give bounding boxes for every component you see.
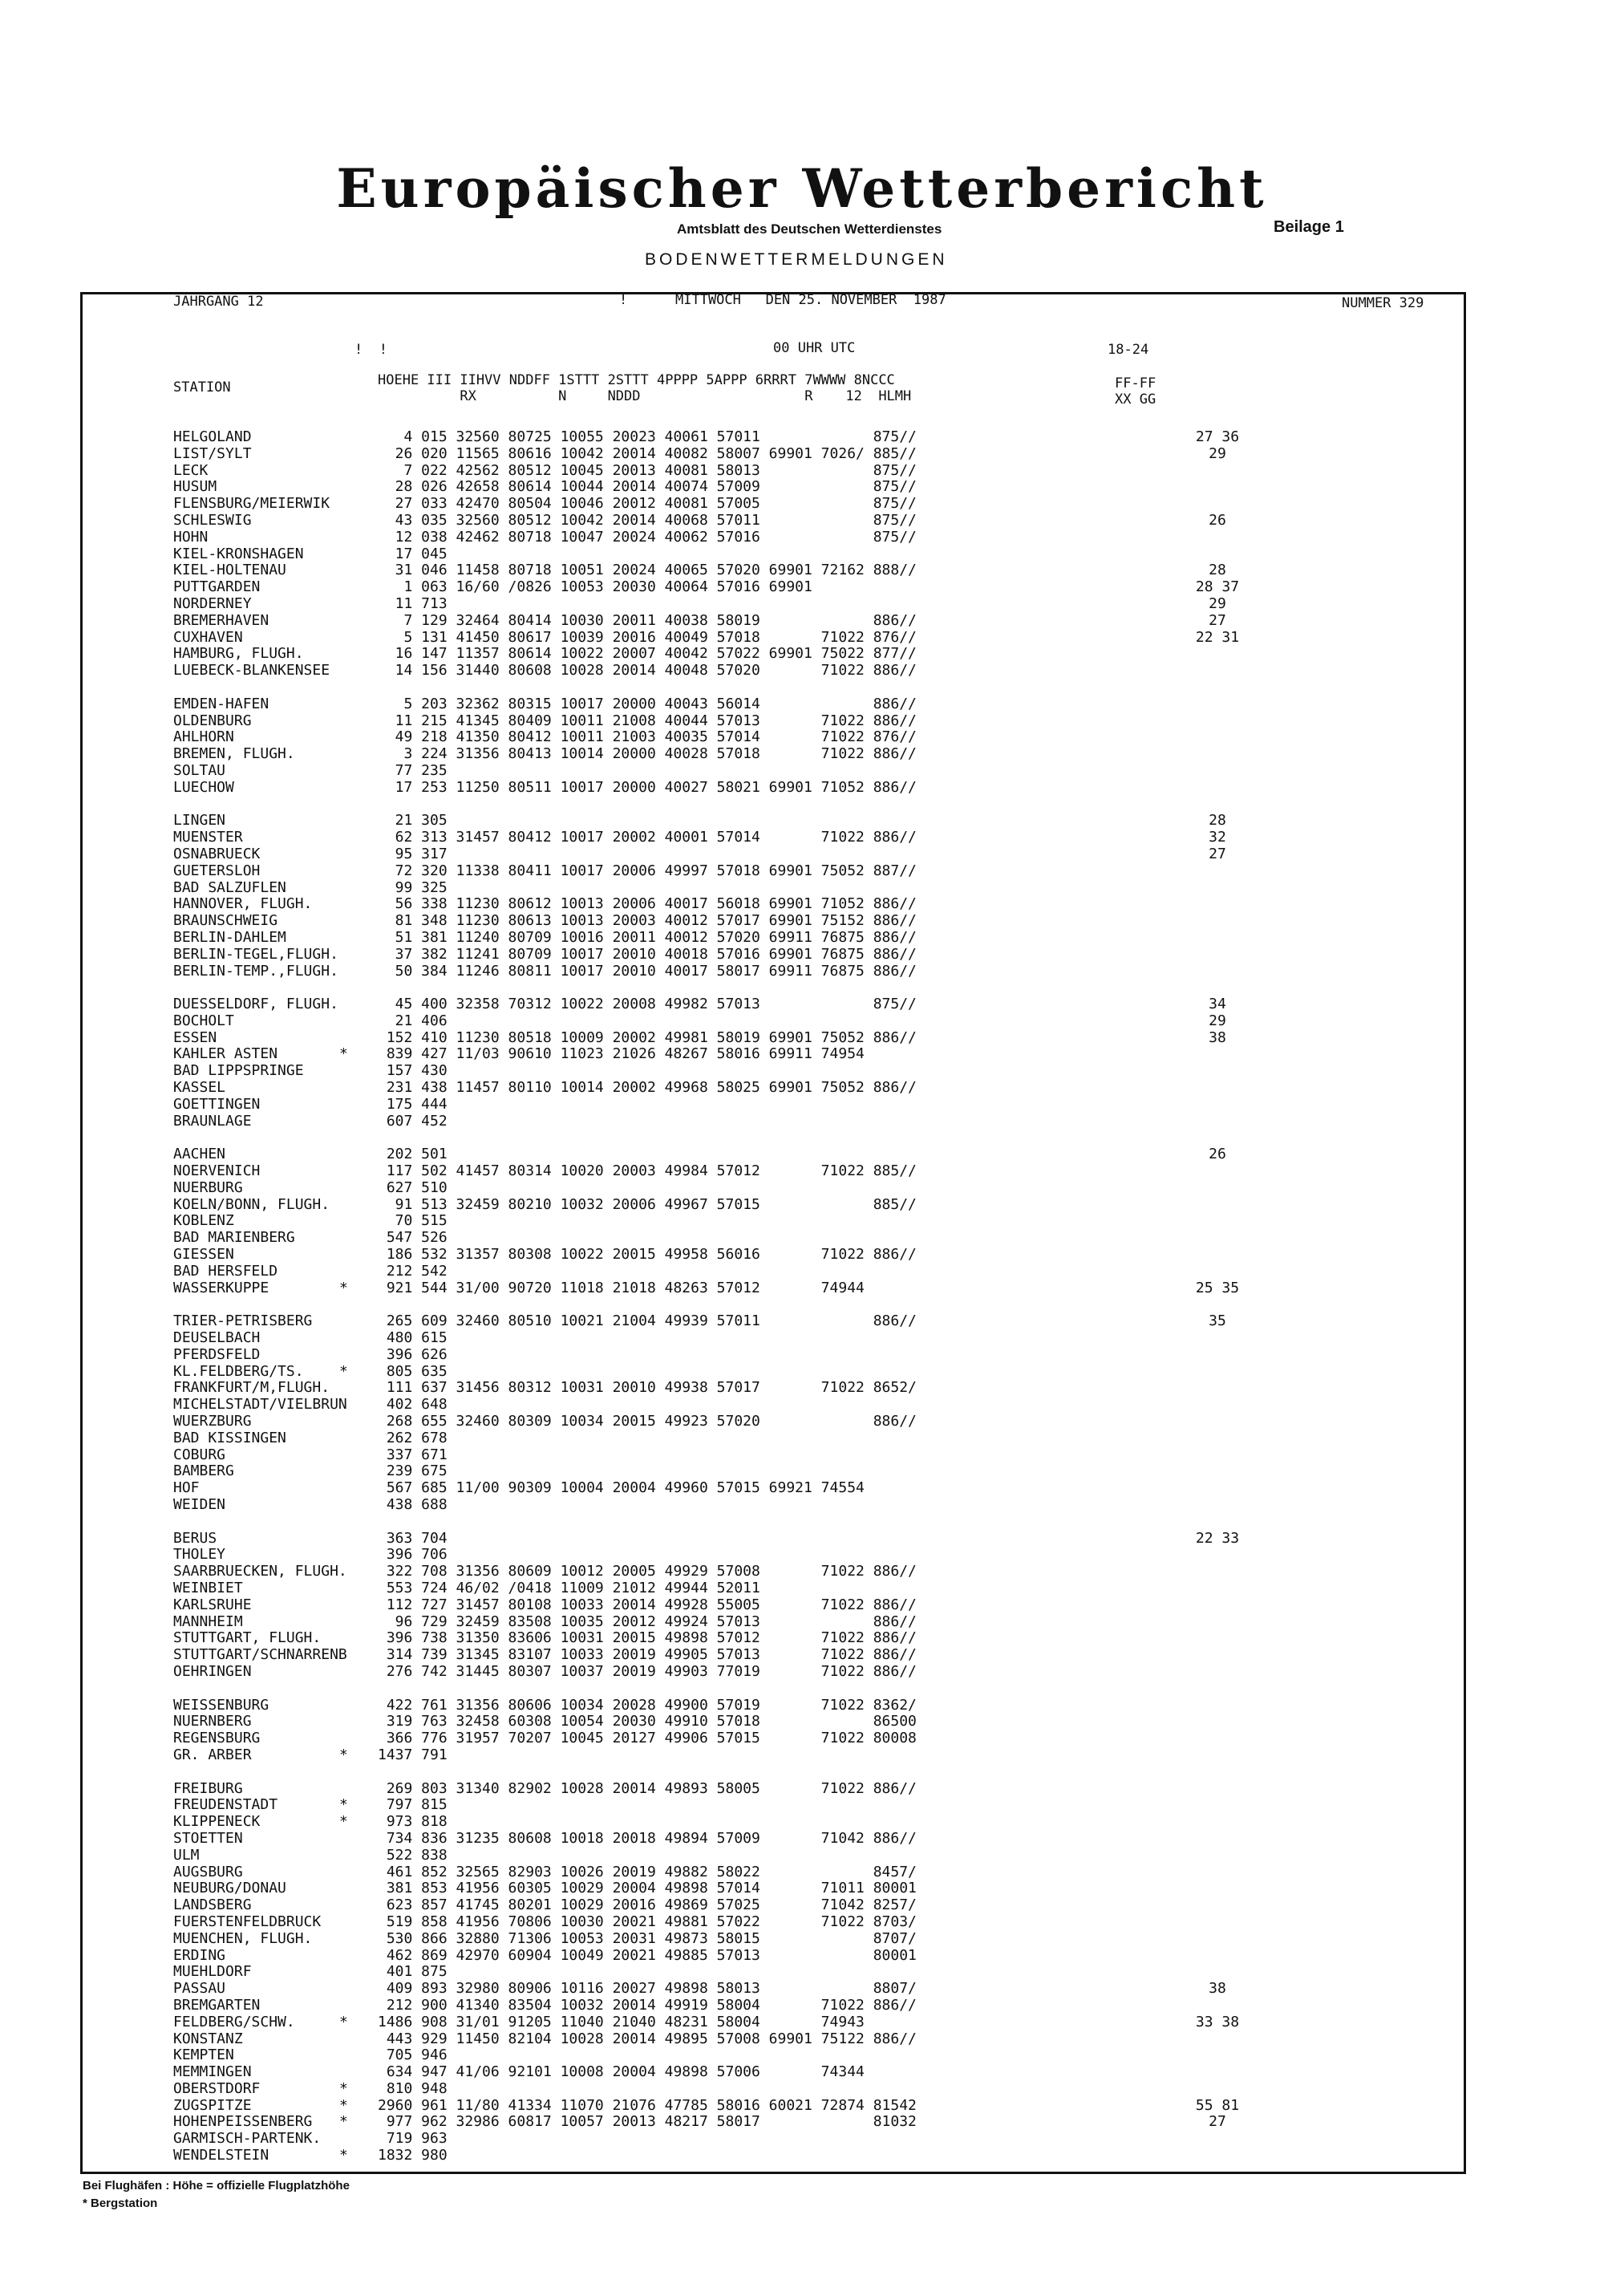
station-name: LANDSBERG [173,1896,252,1914]
station-code-groups: 50 384 11246 80811 10017 20010 40017 58017 69911 76875 886// [378,962,917,980]
station-code-groups: 381 853 41956 60305 10029 20004 49898 57014 71011 80001 [378,1880,917,1897]
station-code-groups: 81 348 11230 80613 10013 20003 40012 57017 69901 75152 886// [378,912,917,930]
footnote-airport-height: Bei Flughäfen : Höhe = offizielle Flugplatzhöhe [83,2179,350,2193]
station-code-groups: 5 131 41450 80617 10039 20016 40049 57018 71022 876// [378,628,917,646]
station-code-groups: 1486 908 31/01 91205 11040 21040 48231 58004 74943 [378,2013,865,2030]
station-code-groups: 28 026 42658 80614 10044 20014 40074 57009 875// [378,478,917,496]
wind-gust-value: 27 [1209,611,1226,629]
mountain-station-mark: * [339,1813,348,1831]
station-code-groups: 175 444 [378,1095,448,1113]
station-name: BRAUNSCHWEIG [173,912,278,930]
station-code-groups: 11 215 41345 80409 10011 21008 40044 57013 71022 886// [378,712,917,729]
station-code-groups: 16 147 11357 80614 10022 20007 40042 57022 69901 75022 877// [378,645,917,663]
station-code-groups: 49 218 41350 80412 10011 21003 40035 57014 71022 876// [378,728,917,746]
station-name: ERDING [173,1946,226,1964]
station-code-groups: 462 869 42970 60904 10049 20021 49885 57013 80001 [378,1946,917,1964]
station-name: HOHN [173,528,209,546]
station-code-groups: 719 963 [378,2130,448,2148]
station-name: WEINBIET [173,1579,243,1596]
station-code-groups: 522 838 [378,1846,448,1864]
station-name: HAMBURG, FLUGH. [173,645,304,663]
station-code-groups: 152 410 11230 80518 10009 20002 49981 58019 69901 75052 886// [378,1028,917,1046]
station-code-groups: 319 763 32458 60308 10054 20030 49910 57018 86500 [378,1713,917,1730]
mountain-station-mark: * [339,1796,348,1814]
wind-gust-value: 28 [1209,562,1226,579]
station-name: GR. ARBER [173,1746,252,1763]
station-name: OEHRINGEN [173,1662,252,1680]
station-code-groups: 99 325 [378,878,448,896]
station-code-groups: 70 515 [378,1212,448,1230]
station-code-groups: 117 502 41457 80314 10020 20003 49984 57012 71022 885// [378,1162,917,1180]
station-code-groups: 268 655 32460 80309 10034 20015 49923 57020 886// [378,1413,917,1430]
wind-gust-value: 29 [1209,1012,1226,1029]
station-name: BRAUNLAGE [173,1112,252,1130]
wind-gust-value: 26 [1209,511,1226,529]
station-name: COBURG [173,1446,226,1463]
station-code-groups: 438 688 [378,1496,448,1513]
station-name: KOELN/BONN, FLUGH. [173,1195,330,1213]
station-code-groups: 96 729 32459 83508 10035 20012 49924 57013 886// [378,1612,917,1630]
station-name: ZUGSPITZE [173,2096,252,2114]
station-name: BERLIN-TEGEL,FLUGH. [173,945,338,963]
station-name: KARLSRUHE [173,1596,252,1613]
station-name: BERLIN-TEMP.,FLUGH. [173,962,338,980]
station-name: BAD LIPPSPRINGE [173,1062,304,1080]
station-name: BAD SALZUFLEN [173,878,286,896]
station-name: MANNHEIM [173,1612,243,1630]
wind-gust-value: 38 [1209,1980,1226,1998]
station-name: NOERVENICH [173,1162,261,1180]
station-code-groups: 62 313 31457 80412 10017 20002 40001 57014 71022 886// [378,829,917,846]
station-name: KIEL-KRONSHAGEN [173,545,304,562]
footnote-mountain-station: * Bergstation [83,2197,158,2210]
station-code-groups: 269 803 31340 82902 10028 20014 49893 58005 71022 886// [378,1779,917,1797]
station-name: THOLEY [173,1546,226,1564]
station-code-groups: 810 948 [378,2079,448,2097]
station-name: WUERZBURG [173,1413,252,1430]
station-name: EMDEN-HAFEN [173,695,269,712]
station-name: BERUS [173,1529,217,1547]
mountain-station-mark: * [339,2147,348,2164]
station-name: HUSUM [173,478,217,496]
station-name: GUETERSLOH [173,862,261,879]
station-name: KIEL-HOLTENAU [173,562,286,579]
station-name: NORDERNEY [173,594,252,612]
station-name: BREMGARTEN [173,1996,261,2014]
mountain-station-mark: * [339,1045,348,1063]
station-name: GARMISCH-PARTENK. [173,2130,322,2148]
mountain-station-mark: * [339,1362,348,1380]
wind-gust-value: 29 [1209,594,1226,612]
station-code-groups: 77 235 [378,761,448,779]
supplement-label: Beilage 1 [1274,218,1344,236]
station-code-groups: 45 400 32358 70312 10022 20008 49982 57013 875// [378,996,917,1013]
station-code-groups: 1 063 16/60 /0826 10053 20030 40064 57016 69901 [378,578,812,596]
station-code-groups: 314 739 31345 83107 10033 20019 49905 57013 71022 886// [378,1646,917,1664]
station-name: STUTTGART/SCHNARRENB [173,1646,347,1664]
station-code-groups: 7 022 42562 80512 10045 20013 40081 58013 875// [378,461,917,479]
station-name: KEMPTEN [173,2047,234,2064]
station-code-groups: 396 626 [378,1345,448,1363]
station-code-groups: 17 045 [378,545,448,562]
station-name: MUEHLDORF [173,1963,252,1981]
station-name: AHLHORN [173,728,234,746]
station-code-groups: 112 727 31457 80108 10033 20014 49928 55005 71022 886// [378,1596,917,1613]
publisher-subtitle: Amtsblatt des Deutschen Wetterdienstes [677,221,942,237]
wind-gust-value: 27 [1209,845,1226,862]
period-range: 18-24 [1108,342,1149,358]
station-name: KLIPPENECK [173,1813,261,1831]
mountain-station-mark: * [339,2013,348,2030]
station-code-groups: 396 738 31350 83606 10031 20015 49898 57012 71022 886// [378,1629,917,1647]
station-code-groups: 14 156 31440 80608 10028 20014 40048 57020 71022 886// [378,662,917,679]
station-code-groups: 262 678 [378,1429,448,1446]
station-code-groups: 43 035 32560 80512 10042 20014 40068 57011 875// [378,511,917,529]
station-name: PFERDSFELD [173,1345,261,1363]
station-code-groups: 239 675 [378,1462,448,1480]
report-date: MITTWOCH DEN 25. NOVEMBER 1987 [675,292,946,308]
page-title: Europäischer Wetterbericht [336,157,1268,220]
station-code-groups: 797 815 [378,1796,448,1814]
station-code-groups: 567 685 11/00 90309 10004 20004 49960 57015 69921 74554 [378,1479,865,1497]
station-code-groups: 31 046 11458 80718 10051 20024 40065 57020 69901 72162 888// [378,562,917,579]
station-name: PUTTGARDEN [173,578,261,596]
station-code-groups: 627 510 [378,1178,448,1196]
station-code-groups: 480 615 [378,1329,448,1347]
station-name: HOHENPEISSENBERG [173,2113,313,2131]
wind-gust-value: 22 33 [1195,1529,1240,1547]
station-code-groups: 2960 961 11/80 41334 11070 21076 47785 58016 60021 72874 81542 [378,2096,917,2114]
station-code-groups: 111 637 31456 80312 10031 20010 49938 57017 71022 8652/ [378,1379,917,1397]
station-code-groups: 805 635 [378,1362,448,1380]
station-code-groups: 276 742 31445 80307 10037 20019 49903 77019 71022 886// [378,1662,917,1680]
station-name: OSNABRUECK [173,845,261,862]
station-code-groups: 21 406 [378,1012,448,1029]
station-code-groups: 363 704 [378,1529,448,1547]
station-name: NEUBURG/DONAU [173,1880,286,1897]
station-code-groups: 634 947 41/06 92101 10008 20004 49898 57006 74344 [378,2063,865,2081]
station-code-groups: 212 900 41340 83504 10032 20014 49919 58004 71022 886// [378,1996,917,2014]
wind-gust-value: 27 36 [1195,428,1240,445]
station-name: SAARBRUECKEN, FLUGH. [173,1563,347,1580]
station-name: SOLTAU [173,761,226,779]
station-name: PASSAU [173,1980,226,1998]
station-code-groups: 337 671 [378,1446,448,1463]
observation-time: 00 UHR UTC [773,340,856,356]
station-code-groups: 839 427 11/03 90610 11023 21026 48267 58016 69911 74954 [378,1045,865,1063]
station-code-groups: 461 852 32565 82903 10026 20019 49882 58022 8457/ [378,1863,917,1880]
station-name: MUENSTER [173,829,243,846]
station-code-groups: 623 857 41745 80201 10029 20016 49869 57025 71042 8257/ [378,1896,917,1914]
station-name: NUERNBERG [173,1713,252,1730]
station-code-groups: 37 382 11241 80709 10017 20010 40018 57016 69901 76875 886// [378,945,917,963]
header-marks: ! ! [354,342,387,358]
wind-gust-value: 33 38 [1195,2013,1240,2030]
station-name: FRANKFURT/M,FLUGH. [173,1379,330,1397]
station-code-groups: 973 818 [378,1813,448,1831]
station-name: CUXHAVEN [173,628,243,646]
station-name: AACHEN [173,1146,226,1163]
station-code-groups: 202 501 [378,1146,448,1163]
station-name: KAHLER ASTEN [173,1045,278,1063]
station-name: KOBLENZ [173,1212,234,1230]
station-name: TRIER-PETRISBERG [173,1312,313,1330]
station-name: OLDENBURG [173,712,252,729]
station-name: BAD HERSFELD [173,1262,278,1280]
station-name: GIESSEN [173,1246,234,1264]
station-code-groups: 5 203 32362 80315 10017 20000 40043 56014 886// [378,695,917,712]
station-name: WASSERKUPPE [173,1279,269,1296]
station-code-groups: 402 648 [378,1396,448,1414]
mountain-station-mark: * [339,2113,348,2131]
station-name: HOF [173,1479,200,1497]
station-name: KASSEL [173,1079,226,1097]
mountain-station-mark: * [339,2096,348,2114]
wind-gust-value: 27 [1209,2113,1226,2131]
station-code-groups: 26 020 11565 80616 10042 20014 40082 58007 69901 7026/ 885// [378,444,917,462]
station-name: FUERSTENFELDBRUCK [173,1913,322,1930]
station-code-groups: 366 776 31957 70207 10045 20127 49906 57015 71022 80008 [378,1730,917,1747]
station-code-groups: 547 526 [378,1229,448,1247]
station-code-groups: 21 305 [378,812,448,830]
station-code-groups: 12 038 42462 80718 10047 20024 40062 57016 875// [378,528,917,546]
header-marker: ! [619,292,628,308]
station-code-groups: 231 438 11457 80110 10014 20002 49968 58025 69901 75052 886// [378,1079,917,1097]
station-code-groups: 443 929 11450 82104 10028 20014 49895 57008 69901 75122 886// [378,2030,917,2047]
code-column-subheader: RX N NDDD R 12 HLMH [378,388,912,404]
station-name: REGENSBURG [173,1730,261,1747]
station-code-groups: 212 542 [378,1262,448,1280]
wind-gust-value: 34 [1209,996,1226,1013]
station-code-groups: 921 544 31/00 90720 11018 21018 48263 57012 74944 [378,1279,865,1296]
wind-gust-value: 28 37 [1195,578,1240,596]
wind-column-header: FF-FF [1115,375,1156,391]
wind-gust-value: 32 [1209,829,1226,846]
station-name: BAD MARIENBERG [173,1229,295,1247]
station-name: OBERSTDORF [173,2079,261,2097]
wind-gust-value: 26 [1209,1146,1226,1163]
station-name: DEUSELBACH [173,1329,261,1347]
station-code-groups: 7 129 32464 80414 10030 20011 40038 58019 886// [378,611,917,629]
station-column-header: STATION [173,379,231,396]
station-name: HANNOVER, FLUGH. [173,895,313,913]
station-name: STUTTGART, FLUGH. [173,1629,322,1647]
code-column-header: HOEHE III IIHVV NDDFF 1STTT 2STTT 4PPPP 5APPP 6RRRT 7WWWW 8NCCC [378,372,895,388]
mountain-station-mark: * [339,2079,348,2097]
station-code-groups: 1437 791 [378,1746,448,1763]
station-name: ESSEN [173,1028,217,1046]
station-name: LINGEN [173,812,226,830]
station-name: SCHLESWIG [173,511,252,529]
station-name: BERLIN-DAHLEM [173,928,286,946]
station-name: WEIDEN [173,1496,226,1513]
station-name: MEMMINGEN [173,2063,252,2081]
station-code-groups: 17 253 11250 80511 10017 20000 40027 58021 69901 71052 886// [378,778,917,796]
station-code-groups: 11 713 [378,594,448,612]
station-name: HELGOLAND [173,428,252,445]
station-name: FREUDENSTADT [173,1796,278,1814]
station-name: MUENCHEN, FLUGH. [173,1929,313,1947]
station-name: LUECHOW [173,778,234,796]
wind-gust-value: 28 [1209,812,1226,830]
station-name: FLENSBURG/MEIERWIK [173,495,330,513]
station-name: BREMERHAVEN [173,611,269,629]
station-code-groups: 607 452 [378,1112,448,1130]
wind-gust-value: 55 81 [1195,2096,1240,2114]
station-code-groups: 734 836 31235 80608 10018 20018 49894 57009 71042 886// [378,1829,917,1847]
station-code-groups: 91 513 32459 80210 10032 20006 49967 57015 885// [378,1195,917,1213]
station-name: KONSTANZ [173,2030,243,2047]
station-code-groups: 27 033 42470 80504 10046 20012 40081 57005 875// [378,495,917,513]
station-name: BAMBERG [173,1462,234,1480]
wind-gust-value: 22 31 [1195,628,1240,646]
station-code-groups: 705 946 [378,2047,448,2064]
station-code-groups: 157 430 [378,1062,448,1080]
station-name: MICHELSTADT/VIELBRUN [173,1396,347,1414]
station-name: LUEBECK-BLANKENSEE [173,662,330,679]
station-code-groups: 977 962 32986 60817 10057 20013 48217 58017 81032 [378,2113,917,2131]
station-name: ULM [173,1846,200,1864]
wind-gust-value: 25 35 [1195,1279,1240,1296]
station-name: WEISSENBURG [173,1696,269,1714]
wind-gust-value: 35 [1209,1312,1226,1330]
section-heading: BODENWETTERMELDUNGEN [645,250,948,269]
station-code-groups: 51 381 11240 80709 10016 20011 40012 57020 69911 76875 886// [378,928,917,946]
volume-label: JAHRGANG 12 [173,294,264,310]
station-code-groups: 530 866 32880 71306 10053 20031 49873 58015 8707/ [378,1929,917,1947]
station-name: BREMEN, FLUGH. [173,745,295,763]
station-name: AUGSBURG [173,1863,243,1880]
station-code-groups: 553 724 46/02 /0418 11009 21012 49944 52011 [378,1579,760,1596]
station-code-groups: 72 320 11338 80411 10017 20006 49997 57018 69901 75052 887// [378,862,917,879]
station-code-groups: 519 858 41956 70806 10030 20021 49881 57022 71022 8703/ [378,1913,917,1930]
station-code-groups: 265 609 32460 80510 10021 21004 49939 57011 886// [378,1312,917,1330]
station-code-groups: 409 893 32980 80906 10116 20027 49898 58013 8807/ [378,1980,917,1998]
station-name: DUESSELDORF, FLUGH. [173,996,338,1013]
station-code-groups: 3 224 31356 80413 10014 20000 40028 57018 71022 886// [378,745,917,763]
wind-gust-value: 29 [1209,444,1226,462]
station-name: FREIBURG [173,1779,243,1797]
station-code-groups: 422 761 31356 80606 10034 20028 49900 57019 71022 8362/ [378,1696,917,1714]
mountain-station-mark: * [339,1279,348,1296]
station-name: STOETTEN [173,1829,243,1847]
station-name: LIST/SYLT [173,444,252,462]
station-name: WENDELSTEIN [173,2147,269,2164]
station-name: KL.FELDBERG/TS. [173,1362,304,1380]
station-name: BAD KISSINGEN [173,1429,286,1446]
station-code-groups: 4 015 32560 80725 10055 20023 40061 57011 875// [378,428,917,445]
station-code-groups: 56 338 11230 80612 10013 20006 40017 56018 69901 71052 886// [378,895,917,913]
station-code-groups: 322 708 31356 80609 10012 20005 49929 57008 71022 886// [378,1563,917,1580]
mountain-station-mark: * [339,1746,348,1763]
station-code-groups: 396 706 [378,1546,448,1564]
station-name: FELDBERG/SCHW. [173,2013,295,2030]
wind-column-subheader: XX GG [1115,391,1156,408]
station-name: BOCHOLT [173,1012,234,1029]
station-code-groups: 186 532 31357 80308 10022 20015 49958 56016 71022 886// [378,1246,917,1264]
station-code-groups: 401 875 [378,1963,448,1981]
station-name: NUERBURG [173,1178,243,1196]
issue-number: NUMMER 329 [1342,295,1424,311]
wind-gust-value: 38 [1209,1028,1226,1046]
station-name: LECK [173,461,209,479]
station-code-groups: 95 317 [378,845,448,862]
station-name: GOETTINGEN [173,1095,261,1113]
station-code-groups: 1832 980 [378,2147,448,2164]
